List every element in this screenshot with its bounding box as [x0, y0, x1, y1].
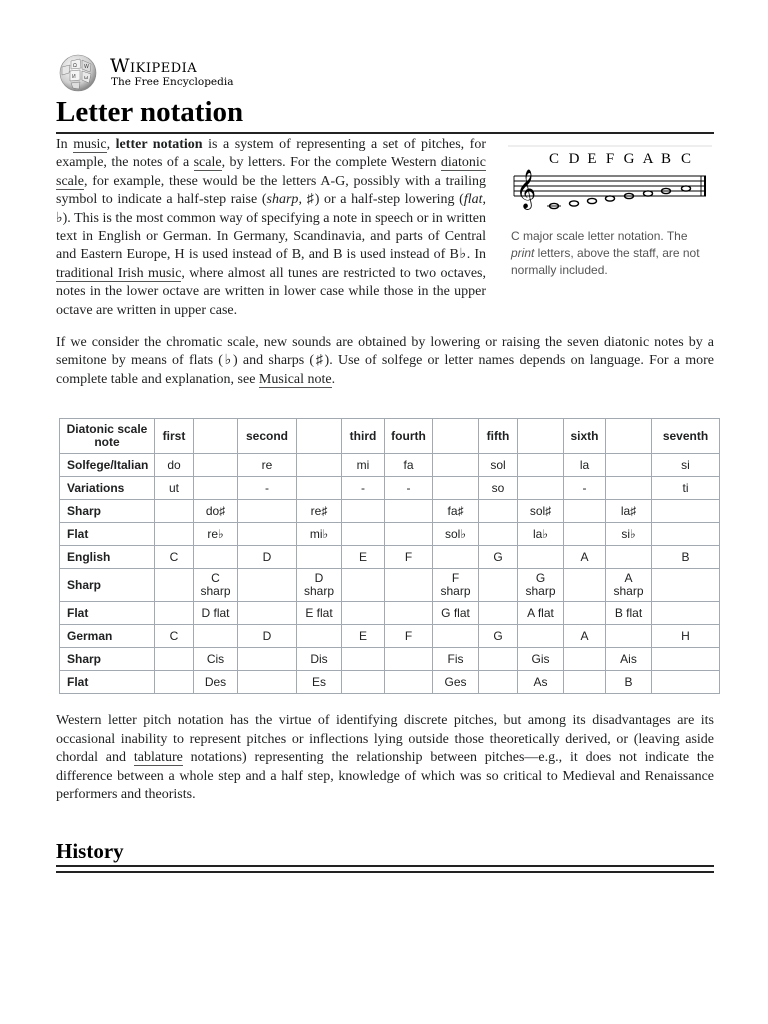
- table-cell: Cis: [194, 648, 238, 671]
- table-cell: [385, 602, 433, 625]
- table-cell: [297, 625, 342, 648]
- wikipedia-tagline: The Free Encyclopedia: [111, 76, 234, 88]
- table-cell: Dis: [297, 648, 342, 671]
- table-row: [60, 477, 720, 500]
- table-row: [60, 625, 720, 648]
- scale-letter: C: [680, 151, 692, 167]
- section-heading-history: History: [56, 838, 714, 867]
- lead-text: , where almost all tunes are restricted to two octaves, notes in the lower octave are written in lower case while those in the upper octave are written in upper case.: [56, 265, 486, 318]
- table-cell: [433, 625, 479, 648]
- table-cell: [479, 671, 518, 694]
- table-cell: [564, 671, 606, 694]
- table-row: [60, 569, 720, 602]
- paragraph-text: Western letter pitch notation has the virtue of identifying discrete pitches, but among its disadvantages are its occasional inability to represent pitches or inflections lying outside those theoretically derived, or (leaving aside chordal and: [56, 713, 714, 766]
- row-header: Flat: [60, 671, 155, 694]
- table-row: [60, 671, 720, 694]
- table-header-cell: fifth: [479, 419, 518, 454]
- section-divider: [56, 871, 714, 873]
- table-cell: [342, 500, 385, 523]
- figure-caption: [508, 228, 714, 279]
- scale-letters: [549, 151, 691, 167]
- table-cell: [155, 671, 194, 694]
- table-cell: [606, 625, 652, 648]
- table-cell: [155, 500, 194, 523]
- table-cell: [652, 602, 720, 625]
- paragraph-text: If we consider the chromatic scale, new sounds are obtained by lowering or raising the seven diatonic notes by a semitone by means of flats (♭) and sharps (♯). Use of solfege or letter names depends on language. For a more complete table and explanation, see: [56, 335, 714, 387]
- link-tablature[interactable]: tablature: [133, 750, 183, 766]
- table-cell: C: [155, 625, 194, 648]
- table-header-cell: third: [342, 419, 385, 454]
- table-cell: [564, 500, 606, 523]
- table-cell: Des: [194, 671, 238, 694]
- table-header-cell: [518, 419, 564, 454]
- lead-bold-term: letter notation: [115, 137, 203, 152]
- table-cell: B: [652, 546, 720, 569]
- table-cell: [238, 648, 297, 671]
- table-cell: sol♯: [518, 500, 564, 523]
- table-row: [60, 523, 720, 546]
- table-cell: A sharp: [606, 569, 652, 602]
- table-cell: -: [385, 477, 433, 500]
- table-cell: [518, 454, 564, 477]
- row-header: Variations: [60, 477, 155, 500]
- table-cell: E flat: [297, 602, 342, 625]
- treble-clef-icon: 𝄞: [516, 169, 537, 209]
- table-cell: do♯: [194, 500, 238, 523]
- table-cell: [297, 477, 342, 500]
- table-header-cell: fourth: [385, 419, 433, 454]
- table-cell: D: [238, 625, 297, 648]
- table-cell: Ges: [433, 671, 479, 694]
- table-cell: [652, 500, 720, 523]
- table-cell: A flat: [518, 602, 564, 625]
- wikipedia-logo[interactable]: [56, 53, 256, 93]
- table-cell: [297, 546, 342, 569]
- table-cell: [652, 648, 720, 671]
- row-header: Sharp: [60, 648, 155, 671]
- table-header-cell: [297, 419, 342, 454]
- link-musical-note[interactable]: Musical note: [258, 371, 332, 387]
- lead-paragraph: [56, 136, 486, 320]
- table-cell: [238, 671, 297, 694]
- lead-italic: sharp: [266, 192, 299, 208]
- table-cell: si♭: [606, 523, 652, 546]
- table-cell: [238, 602, 297, 625]
- table-cell: [342, 648, 385, 671]
- svg-text:И: И: [72, 74, 76, 80]
- table-row: [60, 602, 720, 625]
- paragraph-text: notations) representing the relationship between pitches—e.g., it does not indicate the difference between a whole step and a half step, knowledge of which was so critical to Medieval and Renaissance performers and theorists.: [56, 750, 714, 803]
- table-cell: [155, 648, 194, 671]
- table-cell: [433, 477, 479, 500]
- table-cell: [652, 523, 720, 546]
- table-header-cell: Diatonic scale note: [60, 419, 155, 454]
- table-header-cell: [433, 419, 479, 454]
- table-cell: B flat: [606, 602, 652, 625]
- table-cell: ti: [652, 477, 720, 500]
- table-row: [60, 648, 720, 671]
- table-cell: [342, 602, 385, 625]
- chromatic-paragraph: [56, 334, 714, 389]
- table-cell: [385, 648, 433, 671]
- lead-text: is a system of representing a set of pitches, for example, the notes of a: [56, 137, 487, 171]
- table-cell: [606, 477, 652, 500]
- table-cell: Gis: [518, 648, 564, 671]
- table-header-cell: [606, 419, 652, 454]
- table-cell: H: [652, 625, 720, 648]
- table-cell: E: [342, 625, 385, 648]
- scale-letter: G: [623, 151, 635, 167]
- row-header: Flat: [60, 523, 155, 546]
- table-cell: la: [564, 454, 606, 477]
- table-cell: D flat: [194, 602, 238, 625]
- table-row: [60, 454, 720, 477]
- table-cell: [238, 500, 297, 523]
- table-cell: D sharp: [297, 569, 342, 602]
- table-cell: [479, 500, 518, 523]
- table-cell: A: [564, 625, 606, 648]
- row-header: Flat: [60, 602, 155, 625]
- scale-figure: [508, 145, 714, 279]
- wikipedia-wordmark: Wikipedia: [110, 55, 198, 77]
- table-cell: G: [479, 546, 518, 569]
- table-header-cell: second: [238, 419, 297, 454]
- table-cell: [194, 454, 238, 477]
- table-cell: [297, 454, 342, 477]
- table-cell: [194, 625, 238, 648]
- link-music[interactable]: music: [73, 137, 107, 152]
- table-cell: C sharp: [194, 569, 238, 602]
- table-cell: -: [564, 477, 606, 500]
- row-header: Sharp: [60, 500, 155, 523]
- table-header-cell: sixth: [564, 419, 606, 454]
- scale-letter: F: [605, 151, 615, 167]
- table-header-cell: seventh: [652, 419, 720, 454]
- table-cell: As: [518, 671, 564, 694]
- table-cell: [606, 454, 652, 477]
- table-cell: [342, 569, 385, 602]
- table-cell: [479, 569, 518, 602]
- table-cell: F: [385, 546, 433, 569]
- table-cell: sol: [479, 454, 518, 477]
- table-cell: [155, 569, 194, 602]
- table-cell: [518, 546, 564, 569]
- table-cell: E: [342, 546, 385, 569]
- lead-text: ,: [106, 137, 116, 152]
- table-cell: F sharp: [433, 569, 479, 602]
- link-diatonic-scale[interactable]: diatonic scale: [56, 155, 487, 189]
- table-cell: fa♯: [433, 500, 479, 523]
- scale-letter: E: [587, 151, 597, 167]
- table-cell: G sharp: [518, 569, 564, 602]
- table-cell: -: [238, 477, 297, 500]
- table-cell: [342, 671, 385, 694]
- svg-text:Ω: Ω: [73, 63, 77, 69]
- table-header-cell: first: [155, 419, 194, 454]
- table-cell: [652, 671, 720, 694]
- table-cell: so: [479, 477, 518, 500]
- caption-text: letters, above the staff, are not normally included.: [511, 246, 700, 277]
- table-cell: la♭: [518, 523, 564, 546]
- disadvantages-paragraph: [56, 712, 714, 805]
- scale-letter: A: [642, 151, 654, 167]
- lead-italic: flat: [463, 192, 483, 208]
- table-cell: sol♭: [433, 523, 479, 546]
- caption-text: C major scale letter notation. The: [511, 229, 688, 243]
- table-cell: [479, 648, 518, 671]
- table-header-row: [60, 419, 720, 454]
- svg-text:W: W: [84, 64, 89, 70]
- table-cell: si: [652, 454, 720, 477]
- table-cell: [385, 523, 433, 546]
- table-cell: re♭: [194, 523, 238, 546]
- table-cell: mi♭: [297, 523, 342, 546]
- table-cell: [238, 569, 297, 602]
- table-cell: [385, 671, 433, 694]
- table-cell: re: [238, 454, 297, 477]
- table-cell: [518, 477, 564, 500]
- staff-lines: [514, 176, 706, 196]
- link-scale[interactable]: scale: [193, 155, 222, 171]
- table-cell: [342, 523, 385, 546]
- table-cell: [155, 523, 194, 546]
- table-cell: [385, 500, 433, 523]
- table-header-cell: [194, 419, 238, 454]
- scale-letter: C: [548, 151, 560, 167]
- table-cell: G flat: [433, 602, 479, 625]
- table-cell: C: [155, 546, 194, 569]
- table-cell: F: [385, 625, 433, 648]
- svg-text:ω: ω: [84, 75, 89, 81]
- table-cell: [564, 523, 606, 546]
- table-cell: la♯: [606, 500, 652, 523]
- table-cell: [155, 602, 194, 625]
- table-cell: [479, 602, 518, 625]
- table-cell: Es: [297, 671, 342, 694]
- scale-notes: [547, 186, 691, 209]
- table-cell: A: [564, 546, 606, 569]
- lead-text: In: [56, 137, 74, 152]
- c-major-scale-staff-image[interactable]: [508, 145, 714, 219]
- table-cell: [433, 546, 479, 569]
- note-names-table: [59, 418, 720, 694]
- link-traditional-irish-music[interactable]: traditional Irish music: [56, 265, 182, 281]
- table-cell: [606, 546, 652, 569]
- table-cell: -: [342, 477, 385, 500]
- table-cell: [564, 569, 606, 602]
- table-cell: [433, 454, 479, 477]
- table-cell: [479, 523, 518, 546]
- table-cell: [194, 546, 238, 569]
- table-cell: re♯: [297, 500, 342, 523]
- table-cell: G: [479, 625, 518, 648]
- table-cell: ut: [155, 477, 194, 500]
- lead-text: , ♭). This is the most common way of specifying a note in speech or in written text in English or German. In Germany, Scandinavia, and parts of Central and Eastern Europe, H is used instead of B, and B is used instead of B♭. In: [56, 192, 486, 263]
- row-header: Sharp: [60, 569, 155, 602]
- table-cell: [238, 523, 297, 546]
- row-header: English: [60, 546, 155, 569]
- table-cell: D: [238, 546, 297, 569]
- table-cell: B: [606, 671, 652, 694]
- table-cell: [652, 569, 720, 602]
- table-cell: fa: [385, 454, 433, 477]
- row-header: German: [60, 625, 155, 648]
- wikipedia-globe-icon: [56, 53, 100, 93]
- table-cell: [194, 477, 238, 500]
- table-cell: [564, 602, 606, 625]
- table-cell: [518, 625, 564, 648]
- paragraph-text: .: [331, 371, 336, 387]
- table-cell: Fis: [433, 648, 479, 671]
- page-title: Letter notation: [56, 94, 714, 134]
- lead-text: , ♯) or a half-step lowering (: [298, 192, 464, 208]
- table-cell: do: [155, 454, 194, 477]
- scale-letter: B: [660, 151, 672, 167]
- lead-text: , by letters. For the complete Western: [221, 155, 441, 171]
- table-cell: [385, 569, 433, 602]
- scale-letter: D: [568, 151, 580, 167]
- table-cell: [564, 648, 606, 671]
- row-header: Solfege/Italian: [60, 454, 155, 477]
- lead-text: , for example, these would be the letters A-G, possibly with a trailing symbol to indicate a half-step raise (: [56, 173, 486, 208]
- table-cell: mi: [342, 454, 385, 477]
- table-cell: Ais: [606, 648, 652, 671]
- table-row: [60, 500, 720, 523]
- caption-italic: print: [511, 246, 535, 260]
- table-row: [60, 546, 720, 569]
